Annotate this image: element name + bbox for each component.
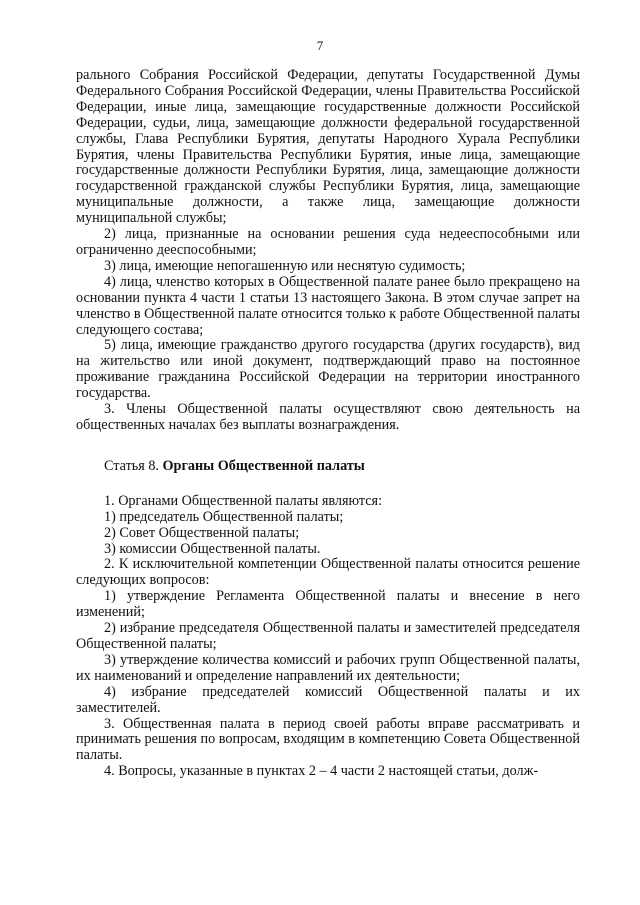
paragraph: 2) лица, признанные на основании решения суда недееспособными или ограниченно дееспособными; xyxy=(76,226,580,258)
paragraph: 4) избрание председателей комиссий Общественной палаты и их заместителей. xyxy=(76,683,580,716)
spacer xyxy=(76,474,580,494)
paragraph: 3) комиссии Общественной палаты. xyxy=(104,540,321,557)
paragraph: 5) лица, имеющие гражданство другого государства (других государств), вид на жительство или иной документ, подтверждающий право на постоянное проживание гражданина Российской Федерации на территории иностранного государства. xyxy=(76,337,580,402)
paragraph: 4. Вопросы, указанные в пунктах 2 – 4 части 2 настоящей статьи, долж- xyxy=(104,763,539,780)
paragraphs-after-article xyxy=(76,494,580,780)
paragraph: 3. Общественная палата в период своей работы вправе рассматривать и принимать решения по вопросам, входящим в компетенцию Совета Общественной палаты. xyxy=(76,715,580,764)
article-label: Статья 8. xyxy=(104,457,163,474)
article-title: Органы Общественной палаты xyxy=(162,457,365,474)
article-heading xyxy=(76,458,580,474)
paragraph: 1. Органами Общественной палаты являются: xyxy=(104,492,383,509)
paragraph: 3. Члены Общественной палаты осуществляют свою деятельность на общественных началах без выплаты вознаграждения. xyxy=(76,401,580,433)
paragraph: 2. К исключительной компетенции Общественной палаты относится решение следующих вопросов: xyxy=(76,556,580,589)
paragraph: 3) лица, имеющие непогашенную или неснятую судимость; xyxy=(104,257,466,274)
paragraph: 2) избрание председателя Общественной палаты и заместителей председателя Общественной палаты; xyxy=(76,620,580,652)
paragraphs-before-article xyxy=(76,68,580,434)
paragraph: 3) утверждение количества комиссий и рабочих групп Общественной палаты, их наименований и определение направлений их деятельности; xyxy=(76,651,580,684)
document-body xyxy=(76,68,580,780)
paragraph: 4) лица, членство которых в Общественной палате ранее было прекращено на основании пункта 4 части 1 статьи 13 настоящего Закона. В этом случае запрет на членство в Общественной палате относится только к работе Общественной палаты следующего состава; xyxy=(76,273,580,338)
page-number: 7 xyxy=(316,38,324,53)
paragraph: 1) утверждение Регламента Общественной палаты и внесение в него изменений; xyxy=(76,588,580,621)
paragraph: 2) Совет Общественной палаты; xyxy=(104,524,300,541)
paragraph: рального Собрания Российской Федерации, депутаты Государственной Думы Федерального Собрания Российской Федерации, члены Правительства Российской Федерации, иные лица, замещающие государственные должности Российской Федерации, судьи, лица, замещающие должности федеральной государственной службы, Глава Республики Бурятия, депутаты Народного Хурала Республики Бурятия, члены Правительства Республики Бурятия, иные лица, замещающие государственные должности Республики Бурятия, лица, замещающие должности государственной гражданской службы Республики Бурятия, лица, замещающие муниципальные должности, а также лица, замещающие должности муниципальной службы; xyxy=(76,67,580,227)
spacer xyxy=(76,434,580,458)
paragraph: 1) председатель Общественной палаты; xyxy=(104,508,344,525)
